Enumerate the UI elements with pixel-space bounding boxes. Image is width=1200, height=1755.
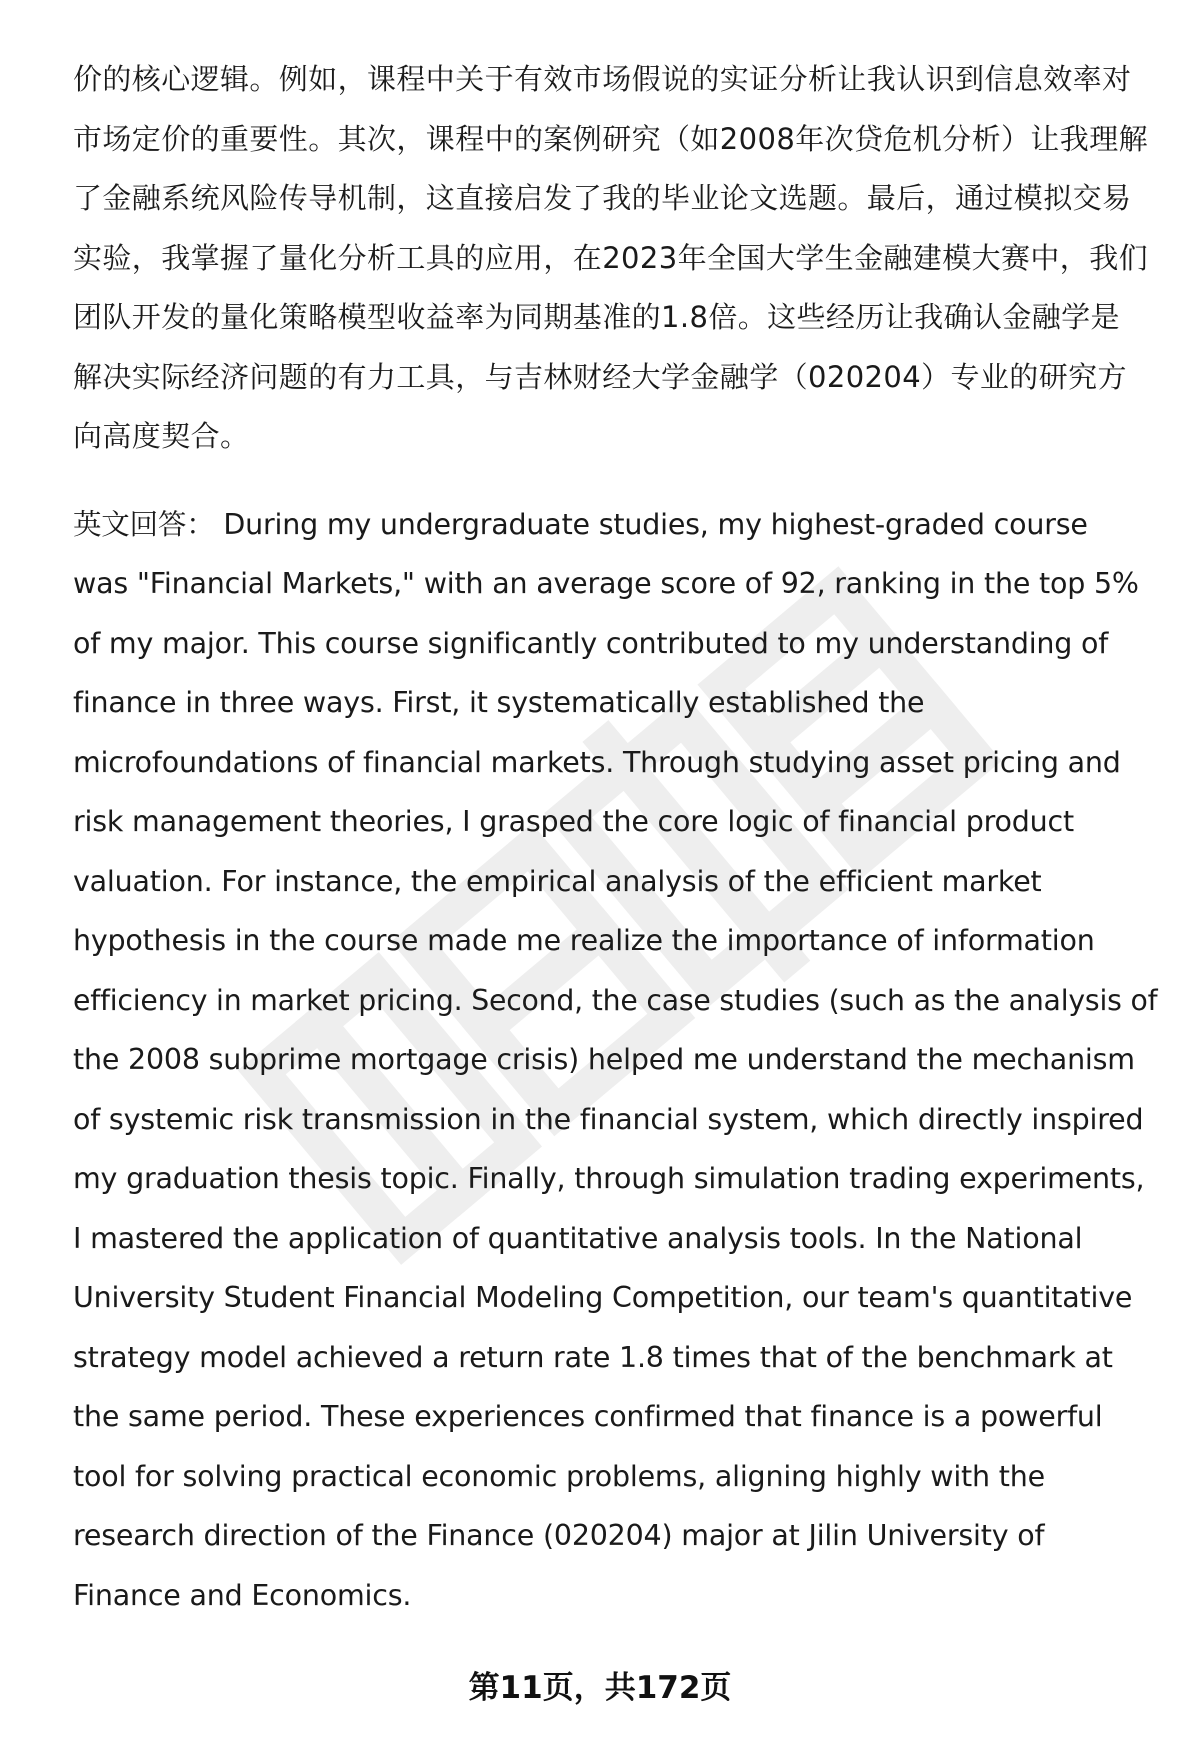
text-line: 解决实际经济问题的有力工具，与吉林财经大学金融学（020204）专业的研究方 xyxy=(73,359,1127,394)
text-line: tool for solving practical economic problems, aligning highly with the xyxy=(73,1459,1045,1493)
text-line: efficiency in market pricing. Second, the case studies (such as the analysis of xyxy=(73,983,1158,1017)
text-line: of systemic risk transmission in the financial system, which directly inspired xyxy=(73,1102,1144,1136)
text-line: 市场定价的重要性。其次，课程中的案例研究（如2008年次贷危机分析）让我理解 xyxy=(73,121,1149,156)
text-line: hypothesis in the course made me realize the importance of information xyxy=(73,924,1095,957)
text-line: was "Financial Markets," with an average score of 92, ranking in the top 5% xyxy=(73,567,1139,600)
text-line: 英文回答： During my undergraduate studies, my highest-graded course xyxy=(73,507,1088,541)
text-line: 实验，我掌握了量化分析工具的应用，在2023年全国大学生金融建模大赛中，我们 xyxy=(73,240,1149,275)
text-line: I mastered the application of quantitative analysis tools. In the National xyxy=(73,1221,1083,1255)
text-line: of my major. This course significantly contributed to my understanding of xyxy=(73,626,1109,660)
text-line: 团队开发的量化策略模型收益率为同期基准的1.8倍。这些经历让我确认金融学是 xyxy=(73,300,1120,334)
text-line: 了金融系统风险传导机制，这直接启发了我的毕业论文选题。最后，通过模拟交易 xyxy=(73,181,1132,215)
text-line: Finance and Economics. xyxy=(73,1578,412,1612)
page-content xyxy=(73,50,1163,1625)
text-line: finance in three ways. First, it systematically established the xyxy=(73,686,925,719)
text-line: the same period. These experiences confirmed that finance is a powerful xyxy=(73,1400,1103,1433)
page-number-footer: 第11页，共172页 xyxy=(468,1670,732,1706)
text-line: the 2008 subprime mortgage crisis) helped me understand the mechanism xyxy=(73,1043,1135,1076)
chinese-paragraph xyxy=(73,50,1163,467)
text-line: 价的核心逻辑。例如，课程中关于有效市场假说的实证分析让我认识到信息效率对 xyxy=(73,62,1132,96)
english-paragraph xyxy=(73,495,1163,1626)
text-line: my graduation thesis topic. Finally, through simulation trading experiments, xyxy=(73,1162,1145,1195)
text-line: research direction of the Finance (020204) major at Jilin University of xyxy=(73,1519,1045,1552)
text-line: University Student Financial Modeling Competition, our team's quantitative xyxy=(73,1281,1133,1314)
text-line: 向高度契合。 xyxy=(73,419,250,453)
text-line: microfoundations of financial markets. Through studying asset pricing and xyxy=(73,745,1121,779)
text-line: risk management theories, I grasped the core logic of financial product xyxy=(73,805,1074,838)
text-line: valuation. For instance, the empirical analysis of the efficient market xyxy=(73,864,1042,898)
text-line: strategy model achieved a return rate 1.8 times that of the benchmark at xyxy=(73,1340,1113,1374)
